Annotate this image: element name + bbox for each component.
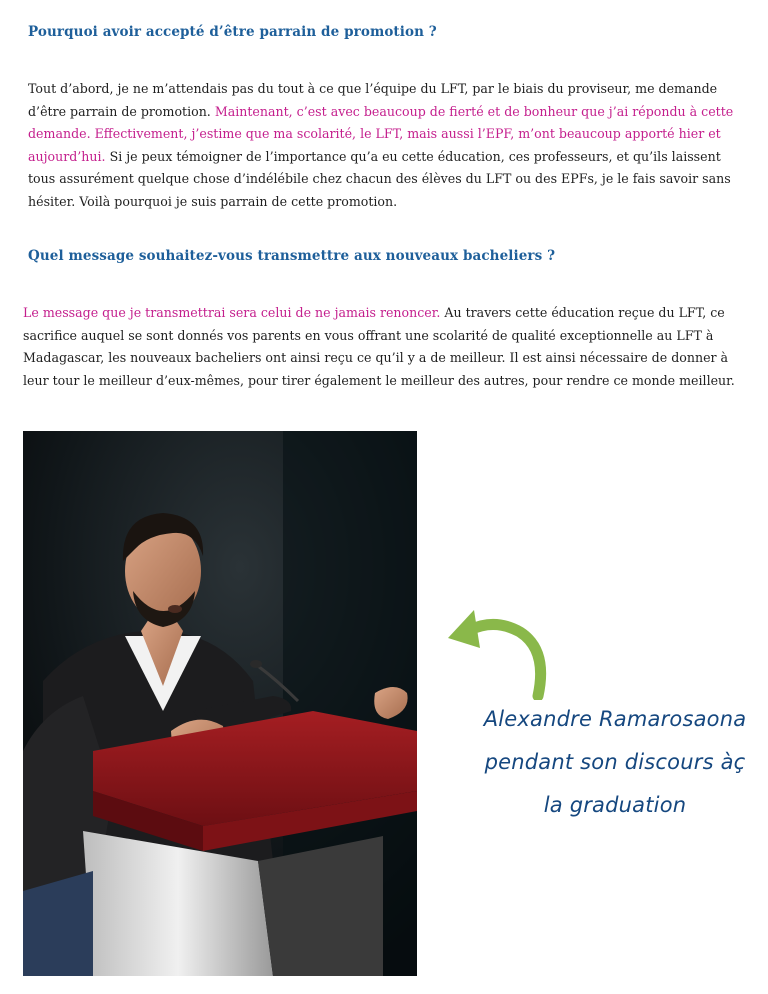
question-heading-2: Quel message souhaitez-vous transmettre aux nouveaux bacheliers ? [28, 248, 556, 264]
curved-arrow-icon [440, 600, 555, 700]
caption-line-2: pendant son discours àç [484, 750, 746, 774]
answer-paragraph-1 [28, 78, 740, 213]
caption-line-1: Alexandre Ramarosaona [483, 707, 747, 731]
answer-1-text-start: Tout d’abord, je ne m’attendais pas du tout à ce que l’équipe du LFT, par le biais du proviseur, me demande d’être parrain de promotion. [28, 81, 718, 119]
speaker-photo [23, 431, 417, 976]
caption-line-3: la graduation [543, 793, 687, 817]
question-heading-1: Pourquoi avoir accepté d’être parrain de promotion ? [28, 24, 437, 40]
answer-paragraph-2 [23, 302, 751, 392]
answer-2-text-end: Au travers cette éducation reçue du LFT, ce sacrifice auquel se sont donnés vos parents en vous offrant une scolarité de qualité exceptionnelle au LFT à Madagascar, les nouveaux bacheliers ont ainsi reçu ce qu’il y a de meilleur. Il est ainsi nécessaire de donner à leur tour le meilleur d’eux-mêmes, pour tirer également le meilleur des autres, pour rendre ce monde meilleur. [23, 305, 735, 388]
answer-1-highlight: Maintenant, c’est avec beaucoup de fierté et de bonheur que j’ai répondu à cette demande. Effectivement, j’estime que ma scolarité, le LFT, mais aussi l’EPF, m’ont beaucoup apporté hier et aujourd’hui. [28, 103, 734, 164]
answer-2-highlight: Le message que je transmettrai sera celui de ne jamais renoncer. [23, 305, 441, 320]
answer-1-text-end: Si je peux témoigner de l’importance qu’a eu cette éducation, ces professeurs, et qu’ils laissent tous assurément quelque chose d’indélébile chez chacun des élèves du LFT ou des EPFs, je le fais savoir sans hésiter. Voilà pourquoi je suis parrain de cette promotion. [28, 148, 731, 209]
photo-caption [470, 698, 760, 827]
